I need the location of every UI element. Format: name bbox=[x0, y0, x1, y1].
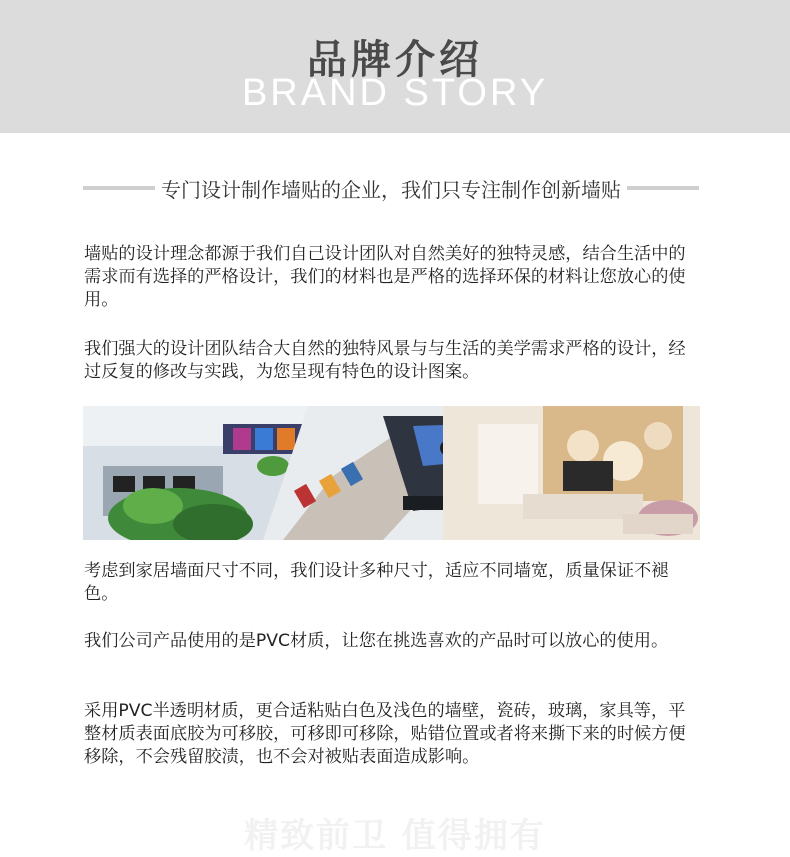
slogan-left-divider bbox=[83, 186, 155, 190]
paragraph-design-team: 我们强大的设计团队结合大自然的独特风景与与生活的美学需求严格的设计，经过反复的修改与实践，为您呈现有特色的设计图案。 bbox=[84, 339, 686, 382]
paragraph-pvc-material: 我们公司产品使用的是PVC材质，让您在挑选喜欢的产品时可以放心的使用。 bbox=[84, 631, 669, 651]
photo-collage-illustration bbox=[83, 406, 700, 540]
paragraph-sizes: 考虑到家居墙面尺寸不同，我们设计多种尺寸，适应不同墙宽，质量保证不褪色。 bbox=[84, 561, 669, 604]
brand-title-cn: 品牌介绍 bbox=[307, 37, 483, 83]
paragraph-usage: 采用PVC半透明材质，更合适粘贴白色及浅色的墙壁，瓷砖，玻璃，家具等，平整材质表面底胶为可移胶，可移即可移除，贴错位置或者将来撕下来的时候方便移除，不会残留胶渍，也不会对被贴表面造成影响。 bbox=[84, 701, 686, 767]
slogan-text: 专门设计制作墙贴的企业，我们只专注制作创新墙贴 bbox=[161, 177, 621, 202]
paragraph-design-concept: 墙贴的设计理念都源于我们自己设计团队对自然美好的独特灵感，结合生活中的需求而有选择的严格设计，我们的材料也是严格的选择环保的材料让您放心的使用。 bbox=[84, 244, 686, 310]
company-photo-banner bbox=[83, 406, 700, 540]
slogan-right-divider bbox=[627, 186, 699, 190]
brand-header bbox=[0, 0, 790, 133]
slogan-row bbox=[83, 173, 699, 203]
brand-title-en: BRAND STORY bbox=[241, 72, 549, 114]
footer-watermark: 精致前卫 值得拥有 bbox=[244, 816, 546, 856]
